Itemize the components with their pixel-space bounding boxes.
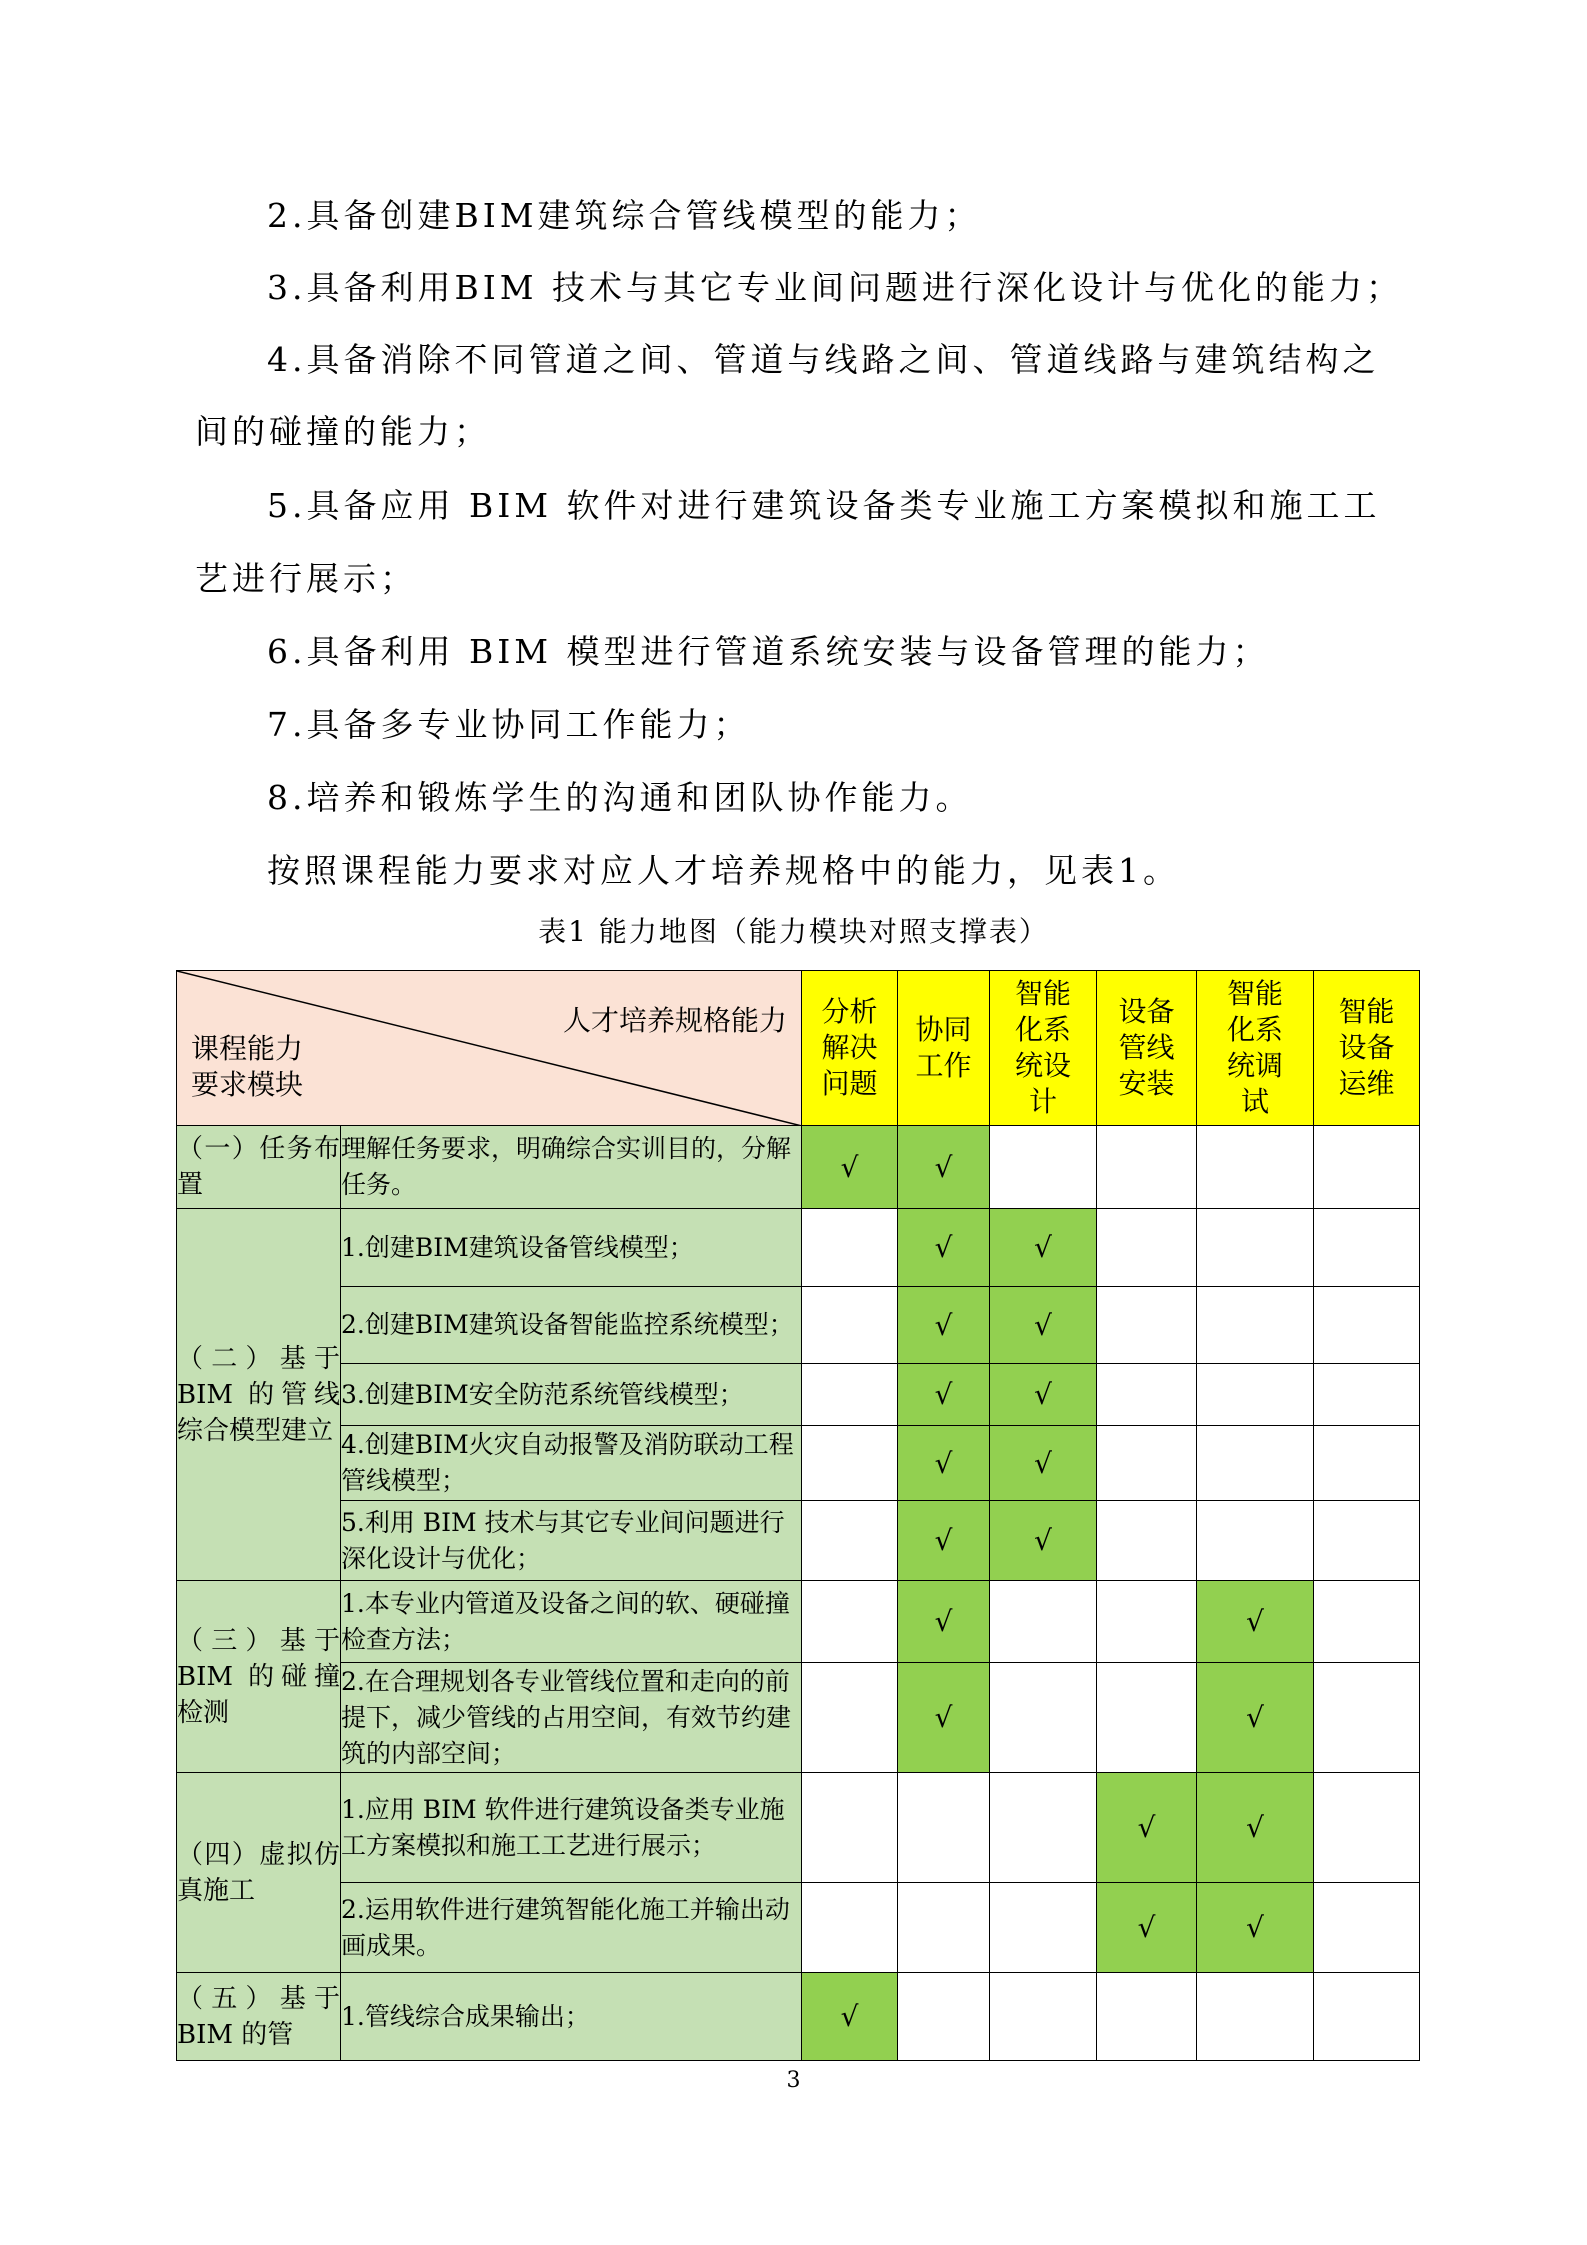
empty-cell (802, 1426, 898, 1501)
table-row (177, 1126, 1420, 1209)
requirement-cell: 1.本专业内管道及设备之间的软、硬碰撞检查方法； (341, 1581, 802, 1663)
empty-cell (802, 1287, 898, 1364)
check-mark-icon: √ (934, 1605, 953, 1638)
check-cell (1197, 1883, 1314, 1973)
table-row (177, 1663, 1420, 1773)
check-mark-icon: √ (1034, 1231, 1052, 1264)
empty-cell (1314, 1501, 1420, 1581)
check-mark-icon: √ (934, 1308, 953, 1342)
table-row (177, 1581, 1420, 1663)
check-cell (990, 1287, 1097, 1364)
empty-cell (802, 1663, 898, 1773)
check-cell (898, 1581, 990, 1663)
empty-cell (802, 1209, 898, 1287)
empty-cell (1097, 1209, 1197, 1287)
check-cell (1197, 1663, 1314, 1773)
check-mark-icon: √ (840, 2000, 859, 2033)
column-header: 智能 化系 统调 试 (1197, 971, 1314, 1126)
check-mark-icon: √ (934, 1701, 953, 1734)
empty-cell (802, 1501, 898, 1581)
check-cell (898, 1126, 990, 1209)
check-cell (990, 1501, 1097, 1581)
check-mark-icon: √ (934, 1150, 953, 1184)
check-cell (802, 1973, 898, 2061)
empty-cell (1197, 1973, 1314, 2061)
check-mark-icon: √ (1246, 1701, 1264, 1734)
check-mark-icon: √ (840, 1150, 859, 1184)
paragraph: 3.具备利用BIM 技术与其它专业间问题进行深化设计与优化的能力； (267, 268, 1404, 307)
empty-cell (1314, 1883, 1420, 1973)
corner-label-line: 课程能力 (191, 1032, 304, 1065)
empty-cell (990, 1581, 1097, 1663)
check-cell (898, 1663, 990, 1773)
column-header: 智能 化系 统设 计 (990, 971, 1097, 1126)
empty-cell (1314, 1663, 1420, 1773)
empty-cell (1314, 1126, 1420, 1209)
empty-cell (1314, 1364, 1420, 1426)
empty-cell (1097, 1426, 1197, 1501)
requirement-cell: 理解任务要求，明确综合实训目的，分解任务。 (341, 1126, 802, 1209)
check-mark-icon: √ (934, 1446, 953, 1480)
empty-cell (1097, 1501, 1197, 1581)
empty-cell (1197, 1287, 1314, 1364)
check-cell (990, 1364, 1097, 1426)
check-cell (802, 1126, 898, 1209)
empty-cell (1314, 1287, 1420, 1364)
paragraph: 间的碰撞的能力； (195, 412, 491, 451)
paragraph: 4.具备消除不同管道之间、管道与线路之间、管道线路与建筑结构之 (267, 340, 1380, 379)
column-header: 智能 设备 运维 (1314, 971, 1420, 1126)
column-header: 协同 工作 (898, 971, 990, 1126)
empty-cell (1197, 1426, 1314, 1501)
empty-cell (990, 1773, 1097, 1883)
ability-map-table (176, 970, 1420, 2061)
paragraph: 8.培养和锻炼学生的沟通和团队协作能力。 (267, 778, 973, 817)
module-name-cell: （四）虚拟仿真施工 (177, 1773, 341, 1973)
requirement-cell: 2.在合理规划各专业管线位置和走向的前提下，减少管线的占用空间，有效节约建筑的内部空间； (341, 1663, 802, 1773)
empty-cell (1197, 1501, 1314, 1581)
table-row (177, 1364, 1420, 1426)
paragraph: 7.具备多专业协同工作能力； (267, 705, 751, 744)
empty-cell (990, 1973, 1097, 2061)
empty-cell (898, 1773, 990, 1883)
column-header: 设备 管线 安装 (1097, 971, 1197, 1126)
table-header-row (177, 971, 1420, 1126)
requirement-cell: 1.创建BIM建筑设备管线模型； (341, 1209, 802, 1287)
requirement-cell: 1.应用 BIM 软件进行建筑设备类专业施工方案模拟和施工工艺进行展示； (341, 1773, 802, 1883)
page-number: 3 (786, 2068, 801, 2093)
check-cell (1097, 1773, 1197, 1883)
requirement-cell: 2.运用软件进行建筑智能化施工并输出动画成果。 (341, 1883, 802, 1973)
requirement-cell: 3.创建BIM安全防范系统管线模型； (341, 1364, 802, 1426)
empty-cell (1197, 1364, 1314, 1426)
empty-cell (1314, 1773, 1420, 1883)
check-cell (1097, 1883, 1197, 1973)
check-cell (898, 1287, 990, 1364)
empty-cell (1197, 1209, 1314, 1287)
check-mark-icon: √ (934, 1231, 953, 1264)
table-corner-cell (177, 971, 802, 1126)
check-mark-icon: √ (1137, 1911, 1156, 1944)
requirement-cell: 1.管线综合成果输出； (341, 1973, 802, 2061)
empty-cell (802, 1773, 898, 1883)
paragraph: 6.具备利用 BIM 模型进行管道系统安装与设备管理的能力； (267, 632, 1270, 671)
paragraph: 2.具备创建BIM建筑综合管线模型的能力； (267, 196, 982, 235)
empty-cell (1197, 1126, 1314, 1209)
empty-cell (898, 1973, 990, 2061)
empty-cell (1097, 1581, 1197, 1663)
empty-cell (1097, 1973, 1197, 2061)
paragraph: 艺进行展示； (195, 559, 417, 598)
requirement-cell: 5.利用 BIM 技术与其它专业间问题进行深化设计与优化； (341, 1501, 802, 1581)
table-caption: 表1 能力地图（能力模块对照支撑表） (538, 915, 1049, 948)
requirement-cell: 2.创建BIM建筑设备智能监控系统模型； (341, 1287, 802, 1364)
module-name-cell: （二）基于BIM 的管线综合模型建立 (177, 1209, 341, 1581)
check-cell (898, 1364, 990, 1426)
table-row (177, 1973, 1420, 2061)
empty-cell (1097, 1663, 1197, 1773)
empty-cell (1314, 1973, 1420, 2061)
empty-cell (1097, 1287, 1197, 1364)
check-mark-icon: √ (1034, 1524, 1052, 1557)
check-mark-icon: √ (934, 1378, 953, 1411)
empty-cell (990, 1663, 1097, 1773)
check-mark-icon: √ (1034, 1378, 1052, 1411)
empty-cell (802, 1883, 898, 1973)
table-row (177, 1287, 1420, 1364)
empty-cell (1097, 1126, 1197, 1209)
check-cell (1197, 1581, 1314, 1663)
check-cell (898, 1209, 990, 1287)
corner-bottom-left-label (191, 1031, 303, 1103)
empty-cell (990, 1126, 1097, 1209)
paragraph: 按照课程能力要求对应人才培养规格中的能力，见表1。 (267, 851, 1180, 890)
check-mark-icon: √ (1034, 1308, 1052, 1342)
requirement-cell: 4.创建BIM火灾自动报警及消防联动工程管线模型； (341, 1426, 802, 1501)
module-name-cell: （三）基于BIM 的碰撞检测 (177, 1581, 341, 1773)
empty-cell (1097, 1364, 1197, 1426)
module-name-cell: （五）基于BIM 的管 (177, 1973, 341, 2061)
check-cell (898, 1501, 990, 1581)
check-mark-icon: √ (1246, 1911, 1264, 1944)
empty-cell (802, 1364, 898, 1426)
check-mark-icon: √ (1246, 1811, 1264, 1844)
empty-cell (1314, 1581, 1420, 1663)
module-name-cell: （一）任务布置 (177, 1126, 341, 1209)
empty-cell (1314, 1209, 1420, 1287)
table-row (177, 1426, 1420, 1501)
empty-cell (990, 1883, 1097, 1973)
check-mark-icon: √ (934, 1524, 953, 1557)
check-cell (1197, 1773, 1314, 1883)
check-mark-icon: √ (1246, 1605, 1264, 1638)
empty-cell (802, 1581, 898, 1663)
corner-top-right-label: 人才培养规格能力 (562, 1004, 787, 1037)
table-row (177, 1209, 1420, 1287)
column-header: 分析 解决 问题 (802, 971, 898, 1126)
corner-label-line: 要求模块 (191, 1068, 304, 1101)
check-cell (898, 1426, 990, 1501)
check-cell (990, 1426, 1097, 1501)
check-mark-icon: √ (1137, 1811, 1156, 1844)
empty-cell (1314, 1426, 1420, 1501)
check-cell (990, 1209, 1097, 1287)
table-row (177, 1501, 1420, 1581)
empty-cell (898, 1883, 990, 1973)
table-row (177, 1773, 1420, 1883)
paragraph: 5.具备应用 BIM 软件对进行建筑设备类专业施工方案模拟和施工工 (267, 486, 1381, 525)
check-mark-icon: √ (1034, 1446, 1052, 1480)
table-row (177, 1883, 1420, 1973)
